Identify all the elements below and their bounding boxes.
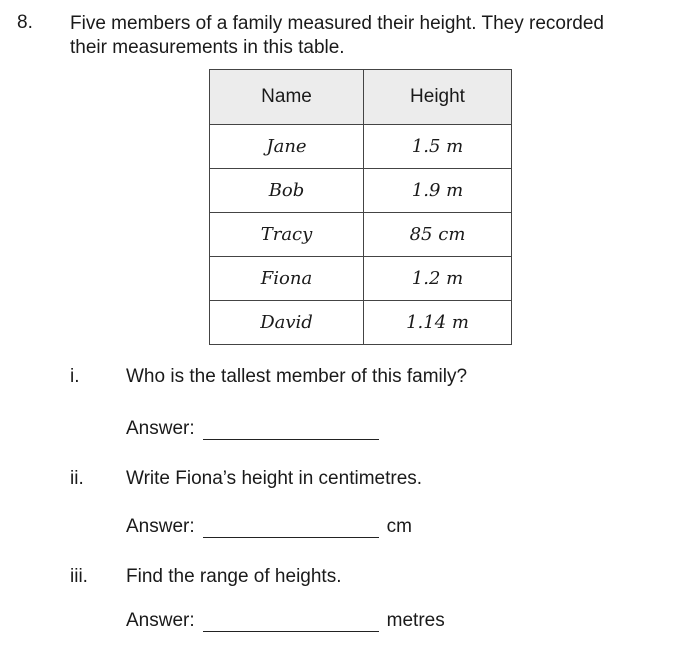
cell-name: David: [210, 301, 364, 345]
answer-blank[interactable]: [203, 613, 379, 632]
table-header-row: [210, 70, 512, 125]
height-table: [209, 69, 512, 345]
question-number: 8.: [17, 12, 33, 33]
cell-height: 85 cm: [364, 213, 512, 257]
table-row: [210, 213, 512, 257]
question-text: [70, 12, 695, 60]
cell-height: 1.2 m: [364, 257, 512, 301]
part-iii-label: iii.: [70, 566, 88, 587]
table-row: [210, 301, 512, 345]
part-ii-question: Write Fiona’s height in centimetres.: [126, 468, 423, 489]
table-row: [210, 125, 512, 169]
answer-blank[interactable]: [203, 519, 379, 538]
cell-name: Jane: [210, 125, 364, 169]
cell-height: 1.5 m: [364, 125, 512, 169]
answer-label: Answer:: [126, 418, 195, 439]
cell-name: Fiona: [210, 257, 364, 301]
cell-height: 1.14 m: [364, 301, 512, 345]
part-iii-question: Find the range of heights.: [126, 566, 342, 587]
part-ii-answer: [126, 516, 412, 538]
header-name: Name: [210, 70, 364, 125]
answer-unit: metres: [386, 610, 445, 631]
answer-label: Answer:: [126, 610, 195, 631]
question-text-line-2: their measurements in this table.: [70, 37, 345, 58]
cell-name: Bob: [210, 169, 364, 213]
answer-blank[interactable]: [203, 421, 379, 440]
part-ii-label: ii.: [70, 468, 84, 489]
part-iii-answer: [126, 610, 445, 632]
table-row: [210, 257, 512, 301]
cell-name: Tracy: [210, 213, 364, 257]
answer-unit: cm: [386, 516, 412, 537]
header-height: Height: [364, 70, 512, 125]
part-i-answer: [126, 418, 379, 440]
question-text-line-1: Five members of a family measured their height. They recorded: [70, 13, 604, 34]
table-row: [210, 169, 512, 213]
answer-label: Answer:: [126, 516, 195, 537]
part-i-label: i.: [70, 366, 80, 387]
cell-height: 1.9 m: [364, 169, 512, 213]
part-i-question: Who is the tallest member of this family?: [126, 366, 468, 387]
